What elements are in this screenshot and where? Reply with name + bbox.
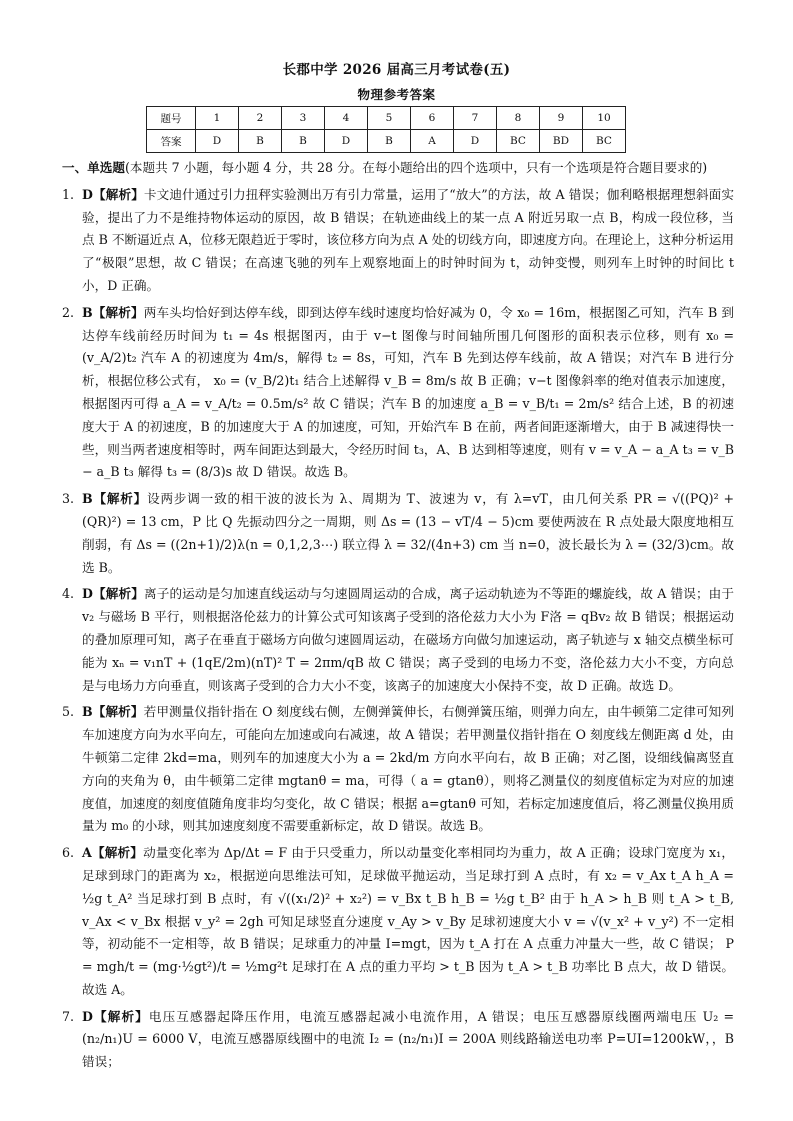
item-answer-tag: B【解析】 (82, 491, 148, 507)
list-item (62, 488, 734, 579)
section-description: (本题共 7 小题，每小题 4 分，共 28 分。在每小题给出的四个选项中，只有一个选项是符合题目要求的) (124, 160, 708, 175)
list-item (62, 1006, 734, 1074)
item-answer-tag: D【解析】 (82, 186, 144, 202)
item-number: 5. (62, 704, 75, 720)
table-cell: 7 (454, 107, 497, 130)
list-item (62, 302, 734, 484)
item-number: 1. (62, 186, 75, 202)
table-cell: 8 (497, 107, 540, 130)
item-answer-tag: A【解析】 (82, 845, 144, 861)
item-number: 2. (62, 304, 75, 320)
item-text: 两车头均恰好到达停车线，即到达停车线时速度均恰好减为 0，令 x₀ = 16m，根据图乙可知，汽车 B 到达停车线前经历时间为 t₁ = 4s 根据图丙，由于 v−t 图像与时间轴所围几何图形的面积表示位移，则有 x₀ = (v_A/2)t₂ 汽车 A 的初速度为 4m/s，解得 t₂ = 8s，可知，汽车 B 先到达停车线前，故 A 错误；对汽车 B 进行分析，根据位移公式有， x₀ = (v_B/2)t₁ 结合上述解得 v_B = 8m/s 故 B 正确；v−t 图像斜率的绝对值表示加速度，根据图丙可得 a_A = v_A/t₂ = 0.5m/s² 故 C 错误；汽车 B 的加速度 a_B = v_B/t₁ = 2m/s² 结合上述，B 的初速度大于 A 的初速度，B 的加速度大于 A 的加速度，可知，开始汽车 B 在前，两者间距逐渐增大，由于 B 减速得快一些，则当两者速度相等时，两车间距达到最大，令经历时间 t₃，A、B 达到相等速度，则有 v = v_A − a_A t₃ = v_B − a_B t₃ 解得 t₃ = (8/3)s 故 D 错误。故选 B。 (82, 304, 734, 480)
list-item (62, 842, 734, 1002)
answer-table (146, 106, 626, 153)
item-text: 电压互感器起降压作用，电流互感器起减小电流作用，A 错误；电压互感器原线圈两端电压 U₂ = (n₂/n₁)U = 6000 V，电流互感器原线圈中的电流 I₂ = (n₂/n₁)I = 200A 则线路输送电功率 P=UI=1200kW，，B 错误； (82, 1008, 734, 1070)
section-title: 一、单选题 (62, 160, 125, 175)
item-text: 动量变化率为 Δp/Δt = F 由于只受重力，所以动量变化率相同均为重力，故 A 正确；设球门宽度为 x₁，足球到球门的距离为 x₂，根据逆向思维法可知，足球做平抛运动，当足球打到 A 点时，有 x₂ = v_Ax t_A h_A = ½g t_A² 当足球打到 B 点时，有 √((x₁/2)² + x₂²) = v_Bx t_B h_B = ½g t_B² 由于 h_A > h_B 则 t_A > t_B, v_Ax < v_Bx 根据 v_y² = 2gh 可知足球竖直分速度 v_Ay > v_By 足球初速度大小 v = √(v_x² + v_y²) 不一定相等，初动能不一定相等，故 B 错误；足球重力的冲量 I=mgt，因为 t_A 打在 A 点重力冲量大一些，故 C 错误； P = mgh/t = (mg·½gt²)/t = ½mg²t 足球打在 A 点的重力平均 > t_B 因为 t_A > t_B 功率比 B 点大，故 D 错误。故选 A。 (82, 845, 734, 997)
table-cell: 4 (325, 107, 368, 130)
item-text: 若甲测量仪指针指在 O 刻度线右侧，左侧弹簧伸长，右侧弹簧压缩，则弹力向左，由牛顿第二定律可知列车加速度方向为水平向左，可能向左加速或向右减速，故 A 错误；若甲测量仪指针指在 O 刻度线左侧距离 d 处，由牛顿第二定律 2kd=ma，则列车的加速度大小为 a = 2kd/m 方向水平向右，故 B 正确；对乙图，设细线偏离竖直方向的夹角为 θ，由牛顿第二定律 mgtanθ = ma，可得（ a = gtanθ），则将乙测量仪的刻度值标定为对应的加速度值，加速度的刻度值随角度非均匀变化，故 C 错误；根据 a=gtanθ 可知，若标定加速度值后，将乙测量仪换用质量为 m₀ 的小球，则其加速度刻度不需要重新标定，故 D 错误。故选 B。 (82, 704, 734, 834)
section-heading (62, 157, 734, 180)
list-item (62, 701, 734, 838)
table-cell: D (325, 130, 368, 153)
table-cell: D (196, 130, 239, 153)
table-cell: 9 (540, 107, 583, 130)
item-text: 设两步调一致的相干波的波长为 λ、周期为 T、波速为 v，有 λ=vT，由几何关系 PR = √((PQ)² + (QR)²) = 13 cm，P 比 Q 先振动四分之一周期，则 Δs = (13 − vT/4 − 5)cm 要使两波在 R 点处最大限度地相互削弱，有 Δs = ((2n+1)/2)λ(n = 0,1,2,3⋯) 联立得 λ = 32/(4n+3) cm 当 n=0，波长最长为 λ = (32/3)cm。故选 B。 (82, 491, 735, 575)
list-item (62, 184, 734, 298)
table-cell: 3 (282, 107, 325, 130)
item-answer-tag: B【解析】 (82, 704, 144, 720)
table-header-cell: 题号 (147, 107, 196, 130)
exam-subtitle: 物理参考答案 (357, 87, 436, 102)
table-cell: B (239, 130, 282, 153)
item-answer-tag: B【解析】 (82, 304, 144, 320)
table-cell: B (282, 130, 325, 153)
table-cell: A (411, 130, 454, 153)
exam-title: 长郡中学 2026 届高三月考试卷(五) (282, 62, 511, 78)
item-answer-tag: D【解析】 (82, 586, 144, 602)
answer-table-row-numbers (147, 107, 626, 130)
table-cell: BC (497, 130, 540, 153)
table-cell: BD (540, 130, 583, 153)
list-item (62, 583, 734, 697)
table-cell: 10 (583, 107, 626, 130)
answer-body (62, 157, 734, 1078)
answer-table-row-answers (147, 130, 626, 153)
item-text: 离子的运动是匀加速直线运动与匀速圆周运动的合成，离子运动轨迹为不等距的螺旋线，故 A 错误；由于 v₂ 与磁场 B 平行，则根据洛伦兹力的计算公式可知该离子受到的洛伦兹力大小为 F洛 = qBv₂ 故 B 错误；根据运动的叠加原理可知，离子在垂直于磁场方向做匀速圆周运动，在磁场方向做匀加速运动，离子轨迹与 x 轴交点横坐标可能为 xₙ = v₁nT + (1qE/2m)(nT)² T = 2πm/qB 故 C 错误；离子受到的电场力不变，洛伦兹力大小不变，方向总是与电场力方向垂直，则该离子受到的合力大小不变，该离子的加速度大小保持不变，故 D 正确。故选 D。 (82, 586, 735, 693)
item-number: 4. (62, 586, 75, 602)
table-cell: BC (583, 130, 626, 153)
table-cell: 6 (411, 107, 454, 130)
table-cell: D (454, 130, 497, 153)
table-cell: 5 (368, 107, 411, 130)
item-text: 卡文迪什通过引力扭秤实验测出万有引力常量，运用了“放大”的方法，故 A 错误；伽利略根据理想斜面实验，提出了力不是维持物体运动的原因，故 B 错误；在轨迹曲线上的某一点 A 附近另取一点 B，构成一段位移，当点 B 不断逼近点 A，位移无限趋近于零时，该位移方向为点 A 处的切线方向，即速度方向。在理论上，这种分析运用了“极限”思想，故 C 错误；在高速飞驰的列车上观察地面上的时钟时间为 t，动钟变慢，则列车上时钟的时间比 t 小，D 正确。 (82, 186, 735, 293)
item-answer-tag: D【解析】 (82, 1008, 149, 1024)
item-number: 6. (62, 845, 75, 861)
item-number: 7. (62, 1008, 75, 1024)
table-header-cell: 答案 (147, 130, 196, 153)
item-number: 3. (62, 491, 75, 507)
table-cell: 1 (196, 107, 239, 130)
table-cell: B (368, 130, 411, 153)
table-cell: 2 (239, 107, 282, 130)
